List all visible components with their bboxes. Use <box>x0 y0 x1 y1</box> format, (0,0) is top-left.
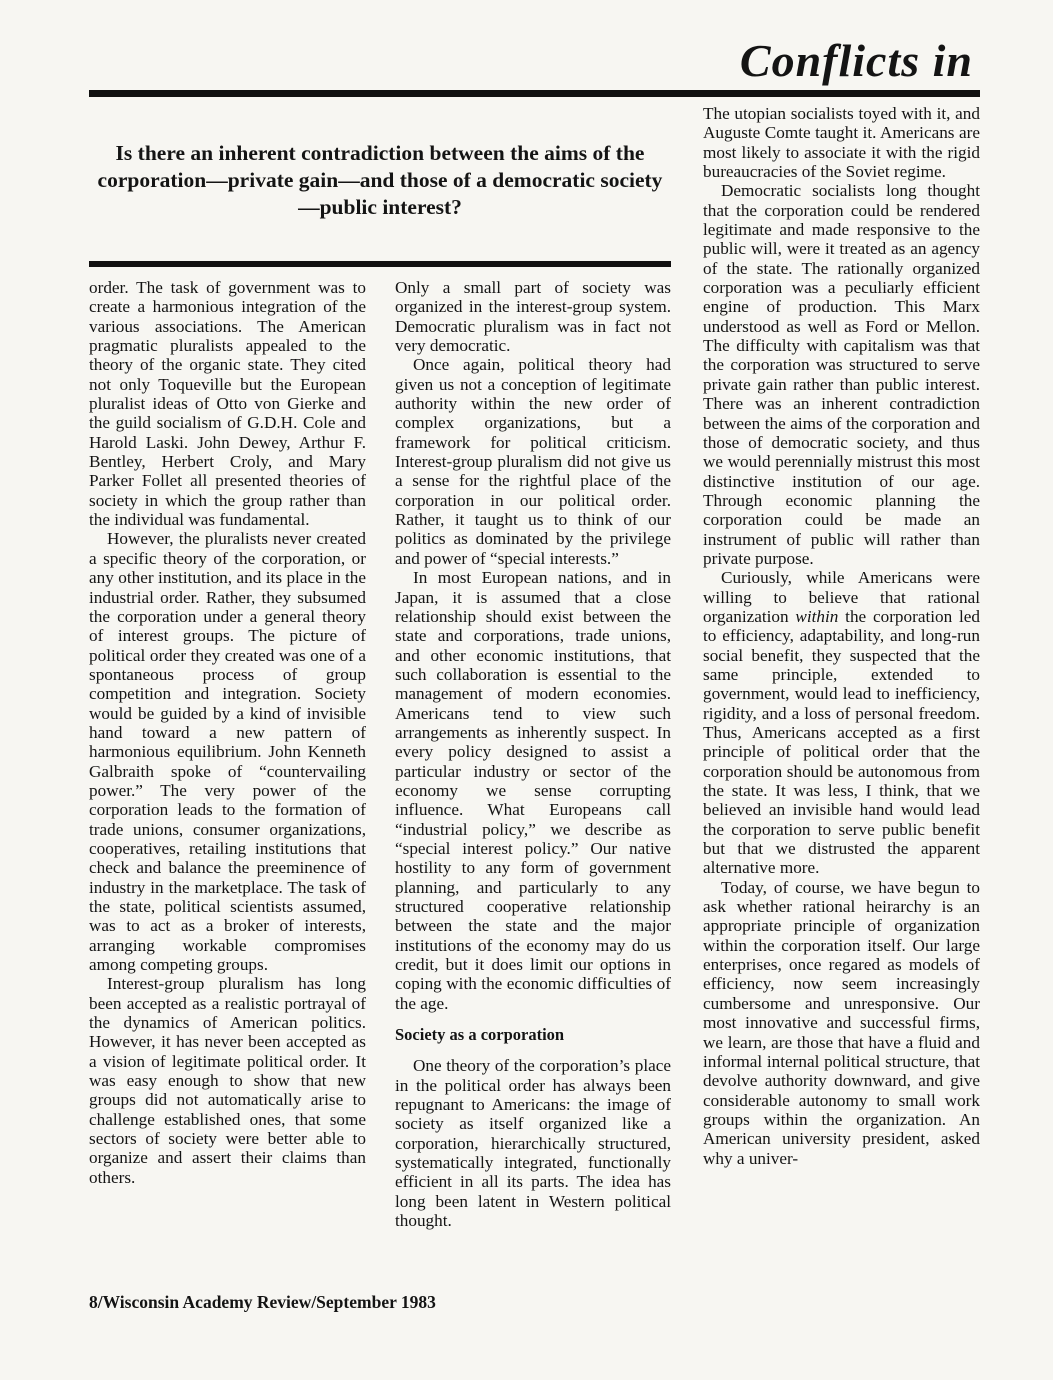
paragraph: However, the pluralists never created a specific theory of the corporation, or any other institution, and its place in the industrial order. Rather, they subsumed the corporation under a general theory of interest groups. The picture of political order they created was one of a spontaneous process of group competition and integration. Society would be guided by a kind of invisible hand toward a new pattern of harmonious equilibrium. John Kenneth Galbraith spoke of “countervailing power.” The very power of the corporation leads to the formation of trade unions, consumer organizations, cooperatives, retailing institutions that check and balance the preeminence of industry in the marketplace. The task of the state, political scientists assumed, was to act as a broker of interests, arranging workable compromises among competing groups. <box>89 529 366 975</box>
header-rule <box>89 90 980 97</box>
paragraph <box>703 568 980 878</box>
emphasis-within: within <box>795 606 839 626</box>
paragraph: One theory of the corporation’s place in the political order has always been repugnant to Americans: the image of society as itself organized like a corporation, hierarchically structured, systematically integrated, functionally efficient in all its parts. The idea has long been latent in Western political thought. <box>395 1056 671 1231</box>
paragraph: Today, of course, we have begun to ask whether rational heirarchy is an appropriate principle of organization within the corporation itself. Our large enterprises, once regared as models of efficiency, now seem increasingly cumbersome and unresponsive. Our most innovative and successful firms, we learn, are those that have a fluid and informal internal political structure, that devolve authority downward, and give considerable autonomy to small work groups within the organization. An American university president, asked why a univer- <box>703 877 980 1168</box>
paragraph: Interest-group pluralism has long been accepted as a realistic portrayal of the dynamics of American politics. However, it has never been accepted as a vision of legitimate political order. It was easy enough to show that new groups did not automatically arise to challenge established ones, that some sectors of society were better able to organize and assert their claims than others. <box>89 974 366 1187</box>
paragraph: The utopian socialists toyed with it, and Auguste Comte taught it. Americans are most likely to associate it with the rigid bureaucracies of the Soviet regime. <box>703 104 980 182</box>
article-column-2 <box>395 278 671 1231</box>
article-column-1 <box>89 278 366 1187</box>
page-folio: 8/Wisconsin Academy Review/September 1983 <box>89 1292 436 1312</box>
paragraph: In most European nations, and in Japan, it is assumed that a close relationship should exist between the state and corporations, trade unions, and other economic institutions, that such collaboration is essential to the management of modern economies. Americans tend to view such arrangements as inherently suspect. In every policy designed to assist a particular industry or sector of the economy we sense corrupting influence. What Europeans call “industrial policy,” we describe as “special interest policy.” Our native hostility to any form of government planning, and particularly to any structured cooperative relationship between the state and the major institutions of the economy may do us credit, but it does limit our options in coping with the economic difficulties of the age. <box>395 568 671 1013</box>
paragraph: order. The task of government was to create a harmonious integration of the various associations. The American pragmatic pluralists appealed to the theory of the organic state. They cited not only Toqueville but the European pluralist ideas of Otto von Gierke and the guild socialism of G.D.H. Cole and Harold Laski. John Dewey, Arthur F. Bentley, Herbert Croly, and Mary Parker Follet all presented theories of society in which the group rather than the individual was fundamental. <box>89 278 366 530</box>
paragraph: Democratic socialists long thought that the corporation could be rendered legitimate and made responsive to the public will, were it treated as an agency of the state. The rationally organized corporation was a peculiarly efficient engine of production. This Marx understood as well as Ford or Mellon. The difficulty with capitalism was that the corporation was structured to serve private gain rather than public interest. There was an inherent contradiction between the aims of the corporation and those of democratic society, and thus we would perennially mistrust this most distinctive institution of our age. Through economic planning the corporation could be made an instrument of public will rather than private purpose. <box>703 181 980 568</box>
paragraph: Only a small part of society was organized in the interest-group system. Democratic pluralism was in fact not very democratic. <box>395 278 671 356</box>
paragraph-text: Curiously, while Americans were willing to believe that rational organization <box>703 568 980 626</box>
pull-quote: Is there an inherent contradiction between the aims of the corporation—private gain—and those of a democratic society—public interest? <box>97 141 663 219</box>
subhead: Society as a corporation <box>395 1025 565 1045</box>
paragraph-text: the corporation led to efficiency, adaptability, and long-run social benefit, they suspected that the same principle, extended to government, would lead to inefficiency, rigidity, and a loss of personal freedom. Thus, Americans accepted as a first principle of political order that the corporation should be autonomous from the state. It was less, I think, that we believed an invisible hand would lead the corporation to serve public benefit but that we distrusted the apparent alternative more. <box>703 606 980 878</box>
paragraph: Once again, political theory had given us not a conception of legitimate authority within the new order of complex organizations, but a framework for political criticism. Interest-group pluralism did not give us a sense for the rightful place of the corporation in our political order. Rather, it taught us to think of our politics as dominated by the privilege and power of “special interests.” <box>395 355 671 568</box>
pull-quote-rule <box>89 261 671 267</box>
section-title: Conflicts in <box>739 35 973 86</box>
article-column-3 <box>703 104 980 1168</box>
